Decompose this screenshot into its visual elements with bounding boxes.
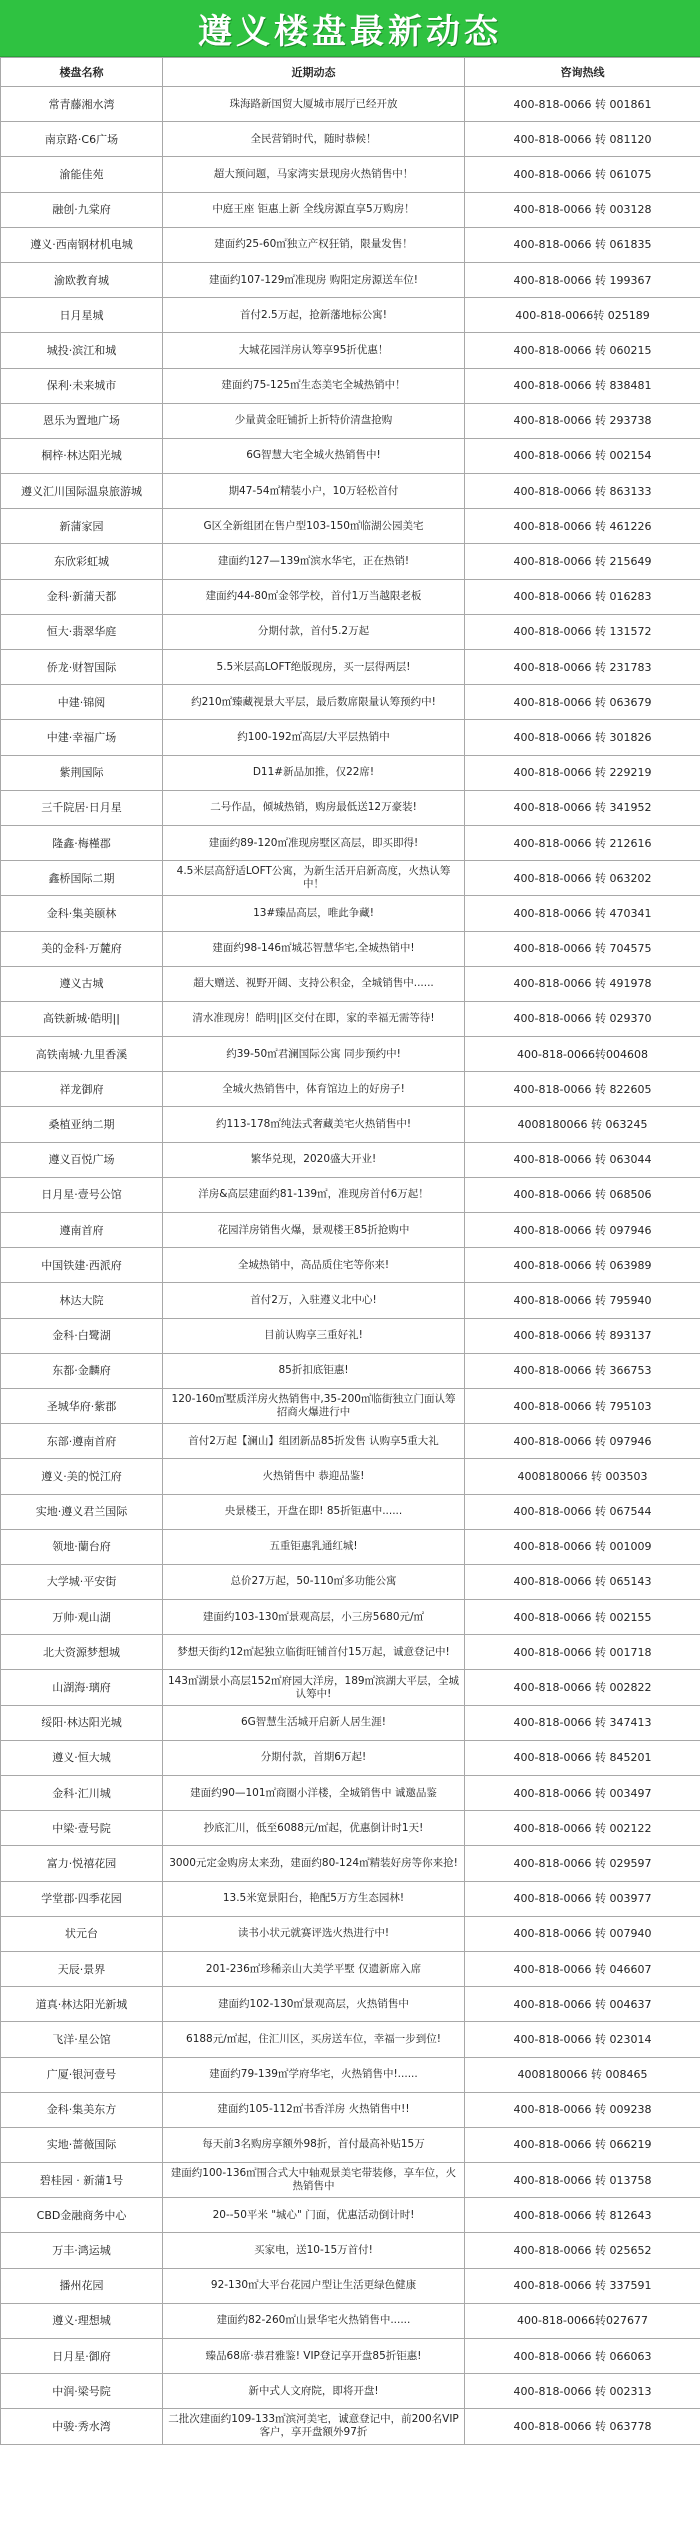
property-name: 紫荆国际 (1, 755, 163, 790)
table-row (1, 1740, 700, 1775)
table-row (1, 2409, 700, 2444)
recent-news: 分期付款，首付5.2万起 (163, 614, 465, 649)
property-name: 领地·蘭台府 (1, 1529, 163, 1564)
hotline: 400-818-0066 转 838481 (465, 368, 700, 403)
property-name: 高铁新城·皓明|| (1, 1001, 163, 1036)
recent-news: 超大预问题，马家湾实景现房火热销售中！ (163, 157, 465, 192)
table-row (1, 790, 700, 825)
hotline: 400-818-0066 转 215649 (465, 544, 700, 579)
recent-news: 建面约107-129㎡准现房 购阳定房源送车位! (163, 262, 465, 297)
property-name: 遵义·恒大城 (1, 1740, 163, 1775)
hotline: 400-818-0066 转 293738 (465, 403, 700, 438)
recent-news: 首付2.5万起，抢新藩地标公寓! (163, 298, 465, 333)
hotline: 400-818-0066 转 822605 (465, 1072, 700, 1107)
table-row (1, 1987, 700, 2022)
property-name: 绥阳·林达阳光城 (1, 1705, 163, 1740)
property-name: 东都·金麟府 (1, 1353, 163, 1388)
property-name: 东欣彩虹城 (1, 544, 163, 579)
property-name: 林达大院 (1, 1283, 163, 1318)
table-row (1, 1318, 700, 1353)
recent-news: 二批次建面约109-133㎡滨河美宅，诚意登记中，前200名VIP客户，享开盘额外97折 (163, 2409, 465, 2444)
recent-news: 85折扣底钜惠! (163, 1353, 465, 1388)
table-row (1, 192, 700, 227)
recent-news: 120-160㎡墅质洋房火热销售中,35-200㎡临街独立门面认筹招商火爆进行中 (163, 1388, 465, 1423)
table-row (1, 1283, 700, 1318)
table-row (1, 1846, 700, 1881)
property-name: 广厦·银河壹号 (1, 2057, 163, 2092)
listing-table (0, 57, 700, 2445)
table-body (1, 87, 700, 2445)
table-row (1, 544, 700, 579)
property-name: 中梁·壹号院 (1, 1811, 163, 1846)
hotline: 400-818-0066 转 212616 (465, 825, 700, 860)
hotline: 4008180066 转 063245 (465, 1107, 700, 1142)
table-row (1, 1564, 700, 1599)
hotline: 400-818-0066 转 063679 (465, 685, 700, 720)
recent-news: 5.5米层高LOFT绝版现房，买一层得两层! (163, 650, 465, 685)
table-row (1, 298, 700, 333)
hotline: 400-818-0066 转 704575 (465, 931, 700, 966)
property-name: 富力·悦禧花园 (1, 1846, 163, 1881)
hotline: 400-818-0066 转 081120 (465, 122, 700, 157)
property-name: 遵义汇川国际温泉旅游城 (1, 474, 163, 509)
property-name: 学堂郡·四季花园 (1, 1881, 163, 1916)
recent-news: 约210㎡臻藏视景大平层，最后数席限量认筹预约中! (163, 685, 465, 720)
header-name: 楼盘名称 (1, 58, 163, 87)
property-name: 桑植亚纳二期 (1, 1107, 163, 1142)
table-row (1, 1881, 700, 1916)
hotline: 400-818-0066 转 002155 (465, 1600, 700, 1635)
property-name: 北大资源梦想城 (1, 1635, 163, 1670)
property-name: 状元台 (1, 1916, 163, 1951)
recent-news: 目前认购享三重好礼! (163, 1318, 465, 1353)
header-news: 近期动态 (163, 58, 465, 87)
property-name: 日月星·壹号公馆 (1, 1177, 163, 1212)
recent-news: 花园洋房销售火爆，景观楼王85折抢购中 (163, 1213, 465, 1248)
table-row (1, 1107, 700, 1142)
table-row (1, 2268, 700, 2303)
hotline: 400-818-0066 转 065143 (465, 1564, 700, 1599)
recent-news: 6G智慧生活城开启新人居生涯! (163, 1705, 465, 1740)
recent-news: 建面约25-60㎡独立产权狂销，限量发售！ (163, 227, 465, 262)
hotline: 400-818-0066 转 029597 (465, 1846, 700, 1881)
table-row (1, 87, 700, 122)
hotline: 400-818-0066 转 002122 (465, 1811, 700, 1846)
property-name: 融创·九棠府 (1, 192, 163, 227)
property-name: 遵义百悦广场 (1, 1142, 163, 1177)
property-name: 遵南首府 (1, 1213, 163, 1248)
hotline: 400-818-0066 转 003977 (465, 1881, 700, 1916)
recent-news: 建面约75-125㎡生态美宅全城热销中！ (163, 368, 465, 403)
recent-news: 首付2万，入驻遵义北中心! (163, 1283, 465, 1318)
table-row (1, 1248, 700, 1283)
hotline: 400-818-0066 转 301826 (465, 720, 700, 755)
property-name: 大学城·平安街 (1, 1564, 163, 1599)
property-name: 三千院居·日月星 (1, 790, 163, 825)
property-name: 美的金科·万麓府 (1, 931, 163, 966)
property-name: 中骏·秀水湾 (1, 2409, 163, 2444)
recent-news: 央景楼王，开盘在即! 85折钜惠中...... (163, 1494, 465, 1529)
recent-news: 6G智慧大宅全城火热销售中! (163, 438, 465, 473)
recent-news: 首付2万起【澜山】组团新品85折发售 认购享5重大礼 (163, 1424, 465, 1459)
hotline: 400-818-0066 转 893137 (465, 1318, 700, 1353)
table-row (1, 685, 700, 720)
table-row (1, 2303, 700, 2338)
hotline: 400-818-0066 转 470341 (465, 896, 700, 931)
hotline: 400-818-0066 转 009238 (465, 2092, 700, 2127)
table-row (1, 1142, 700, 1177)
recent-news: 梦想天街约12㎡起独立临街旺铺首付15万起，诚意登记中! (163, 1635, 465, 1670)
table-row (1, 2198, 700, 2233)
page-title: 遵义楼盘最新动态 (198, 11, 502, 52)
hotline: 400-818-0066 转 199367 (465, 262, 700, 297)
recent-news: 全城热销中，高品质住宅等你来! (163, 1248, 465, 1283)
recent-news: 建面约79-139㎡学府华宅，火热销售中!...... (163, 2057, 465, 2092)
property-name: 日月星·御府 (1, 2339, 163, 2374)
hotline: 400-818-0066 转 347413 (465, 1705, 700, 1740)
recent-news: 少量黄金旺铺折上折特价清盘抢购 (163, 403, 465, 438)
recent-news: 超大赠送、视野开阔、支持公积金，全城销售中...... (163, 966, 465, 1001)
recent-news: 20--50平米 "城心" 门面，优惠活动倒计时! (163, 2198, 465, 2233)
property-name: 新蒲家园 (1, 509, 163, 544)
recent-news: 143㎡湖景小高层152㎡府园大洋房，189㎡滨湖大平层，全城认筹中! (163, 1670, 465, 1705)
header-phone: 咨询热线 (465, 58, 700, 87)
table-row (1, 1670, 700, 1705)
recent-news: 繁华兑现，2020盛大开业! (163, 1142, 465, 1177)
hotline: 400-818-0066 转 016283 (465, 579, 700, 614)
table-row (1, 1494, 700, 1529)
table-row (1, 755, 700, 790)
hotline: 400-818-0066转027677 (465, 2303, 700, 2338)
recent-news: 洋房&高层建面约81-139㎡，准现房首付6万起！ (163, 1177, 465, 1212)
table-row (1, 262, 700, 297)
hotline: 400-818-0066 转 066219 (465, 2127, 700, 2162)
table-row (1, 931, 700, 966)
hotline: 400-818-0066 转 001009 (465, 1529, 700, 1564)
recent-news: 建面约44-80㎡金邻学校，首付1万当越限老板 (163, 579, 465, 614)
table-row (1, 1811, 700, 1846)
recent-news: 期47-54㎡精装小户，10万轻松首付 (163, 474, 465, 509)
hotline: 400-818-0066 转 066063 (465, 2339, 700, 2374)
hotline: 4008180066 转 008465 (465, 2057, 700, 2092)
hotline: 400-818-0066 转 097946 (465, 1213, 700, 1248)
hotline: 400-818-0066 转 812643 (465, 2198, 700, 2233)
property-name: 中建·锦阅 (1, 685, 163, 720)
hotline: 400-818-0066 转 063778 (465, 2409, 700, 2444)
recent-news: 建面约127—139㎡滨水华宅，正在热销! (163, 544, 465, 579)
property-name: 城投·滨江和城 (1, 333, 163, 368)
table-row (1, 1916, 700, 1951)
property-name: 鑫桥国际二期 (1, 861, 163, 896)
recent-news: 4.5米层高舒适LOFT公寓，为新生活开启新高度，火热认筹中！ (163, 861, 465, 896)
property-name: 渝能佳苑 (1, 157, 163, 192)
property-name: 中国铁建·西派府 (1, 1248, 163, 1283)
recent-news: 新中式人文府院，即将开盘! (163, 2374, 465, 2409)
table-row (1, 720, 700, 755)
table-row (1, 1424, 700, 1459)
hotline: 400-818-0066 转 491978 (465, 966, 700, 1001)
hotline: 400-818-0066 转 063044 (465, 1142, 700, 1177)
recent-news: 建面约82-260㎡山景华宅火热销售中...... (163, 2303, 465, 2338)
property-name: 金科·汇川城 (1, 1776, 163, 1811)
table-row (1, 1776, 700, 1811)
hotline: 400-818-0066转 025189 (465, 298, 700, 333)
hotline: 400-818-0066 转 001718 (465, 1635, 700, 1670)
property-name: 遵义·西南钢材机电城 (1, 227, 163, 262)
property-name: 常青藤湘水湾 (1, 87, 163, 122)
table-row (1, 1037, 700, 1072)
table-row (1, 227, 700, 262)
table-row (1, 403, 700, 438)
recent-news: G区全新组团在售户型103-150㎡临湖公园美宅 (163, 509, 465, 544)
recent-news: 读书小状元就赛评选火热进行中! (163, 1916, 465, 1951)
hotline: 400-818-0066 转 131572 (465, 614, 700, 649)
recent-news: 总价27万起，50-110㎡多功能公寓 (163, 1564, 465, 1599)
table-row (1, 614, 700, 649)
table-row (1, 1213, 700, 1248)
table-row (1, 825, 700, 860)
recent-news: 买家电，送10-15万首付! (163, 2233, 465, 2268)
table-row (1, 1459, 700, 1494)
recent-news: 13#臻品高层，唯此争藏! (163, 896, 465, 931)
recent-news: 建面约100-136㎡围合式大中轴观景美宅带装修，享车位，火热销售中 (163, 2163, 465, 2198)
recent-news: 五重钜惠乳通红城! (163, 1529, 465, 1564)
property-name: 道真·林达阳光新城 (1, 1987, 163, 2022)
hotline: 400-818-0066 转 337591 (465, 2268, 700, 2303)
table-row (1, 1353, 700, 1388)
property-name: 中建·幸福广场 (1, 720, 163, 755)
recent-news: 臻品68席·恭君雅鉴! VIP登记享开盘85折钜惠! (163, 2339, 465, 2374)
hotline: 400-818-0066 转 067544 (465, 1494, 700, 1529)
table-row (1, 1635, 700, 1670)
hotline: 400-818-0066 转 007940 (465, 1916, 700, 1951)
recent-news: 每天前3名购房享额外98折，首付最高补贴15万 (163, 2127, 465, 2162)
property-name: 飞洋·星公馆 (1, 2022, 163, 2057)
hotline: 400-818-0066 转 004637 (465, 1987, 700, 2022)
property-name: 桐梓·林达阳光城 (1, 438, 163, 473)
property-name: 金科·白鹭湖 (1, 1318, 163, 1353)
hotline: 400-818-0066 转 003128 (465, 192, 700, 227)
recent-news: 抄底汇川，低至6088元/㎡起，优惠倒计时1天! (163, 1811, 465, 1846)
hotline: 400-818-0066 转 061835 (465, 227, 700, 262)
hotline: 400-818-0066 转 046607 (465, 1951, 700, 1986)
hotline: 400-818-0066 转 001861 (465, 87, 700, 122)
hotline: 400-818-0066 转 002154 (465, 438, 700, 473)
property-name: 祥龙御府 (1, 1072, 163, 1107)
table-row (1, 1529, 700, 1564)
table-row (1, 2163, 700, 2198)
property-name: 播州花园 (1, 2268, 163, 2303)
property-name: 实地·蔷薇国际 (1, 2127, 163, 2162)
property-name: 万丰·鸿运城 (1, 2233, 163, 2268)
property-name: 保利·未来城市 (1, 368, 163, 403)
hotline: 400-818-0066 转 366753 (465, 1353, 700, 1388)
hotline: 400-818-0066 转 002822 (465, 1670, 700, 1705)
hotline: 400-818-0066转004608 (465, 1037, 700, 1072)
hotline: 400-818-0066 转 845201 (465, 1740, 700, 1775)
hotline: 400-818-0066 转 060215 (465, 333, 700, 368)
property-name: 侨龙·财智国际 (1, 650, 163, 685)
table-row (1, 2374, 700, 2409)
recent-news: 建面约102-130㎡景观高层，火热销售中 (163, 1987, 465, 2022)
table-row (1, 650, 700, 685)
table-row (1, 2233, 700, 2268)
table-row (1, 1072, 700, 1107)
table-row (1, 1388, 700, 1423)
table-row (1, 1600, 700, 1635)
property-name: 渝欧教育城 (1, 262, 163, 297)
table-row (1, 157, 700, 192)
recent-news: 201-236㎡珍稀亲山大美学平墅 仅遗新席入席 (163, 1951, 465, 1986)
recent-news: 珠海路新国贸大厦城市展厅已经开放 (163, 87, 465, 122)
table-row (1, 368, 700, 403)
recent-news: 3000元定金购房太来劲，建面约80-124㎡精装好房等你来抢! (163, 1846, 465, 1881)
table-row (1, 122, 700, 157)
hotline: 400-818-0066 转 231783 (465, 650, 700, 685)
property-name: 实地·遵义君兰国际 (1, 1494, 163, 1529)
property-name: 山湖海·璃府 (1, 1670, 163, 1705)
recent-news: 建面约90—101㎡商圈小洋楼，全城销售中 诚邀品鉴 (163, 1776, 465, 1811)
recent-news: 中庭王座 钜惠上新 全线房源直享5万购房！ (163, 192, 465, 227)
table-row (1, 861, 700, 896)
property-name: 天辰·景界 (1, 1951, 163, 1986)
recent-news: 92-130㎡大平台花园户型让生活更绿色健康 (163, 2268, 465, 2303)
table-row (1, 579, 700, 614)
property-name: 东部·遵南首府 (1, 1424, 163, 1459)
table-row (1, 966, 700, 1001)
title-banner (0, 0, 700, 57)
recent-news: 约100-192㎡高层/大平层热销中 (163, 720, 465, 755)
header-row (1, 58, 700, 87)
table-row (1, 1001, 700, 1036)
hotline: 400-818-0066 转 063202 (465, 861, 700, 896)
recent-news: 约39-50㎡君澜国际公寓 同步预约中! (163, 1037, 465, 1072)
hotline: 400-818-0066 转 029370 (465, 1001, 700, 1036)
hotline: 400-818-0066 转 461226 (465, 509, 700, 544)
hotline: 400-818-0066 转 068506 (465, 1177, 700, 1212)
hotline: 400-818-0066 转 023014 (465, 2022, 700, 2057)
recent-news: 分期付款，首期6万起! (163, 1740, 465, 1775)
recent-news: 清水准现房！皓明||区交付在即，家的幸福无需等待! (163, 1001, 465, 1036)
property-name: 恩乐为置地广场 (1, 403, 163, 438)
recent-news: 建面约89-120㎡准现房墅区高层，即买即得! (163, 825, 465, 860)
hotline: 400-818-0066 转 025652 (465, 2233, 700, 2268)
recent-news: 全城火热销售中，体育馆边上的好房子! (163, 1072, 465, 1107)
table-row (1, 1177, 700, 1212)
hotline: 400-818-0066 转 003497 (465, 1776, 700, 1811)
property-name: 万帅·观山湖 (1, 1600, 163, 1635)
table-header (1, 58, 700, 87)
table-row (1, 474, 700, 509)
property-name: 隆鑫·梅槿郡 (1, 825, 163, 860)
hotline: 4008180066 转 003503 (465, 1459, 700, 1494)
table-row (1, 1951, 700, 1986)
recent-news: 13.5米宽景阳台，艳配5万方生态园林! (163, 1881, 465, 1916)
property-name: 遵义·理想城 (1, 2303, 163, 2338)
table-row (1, 2057, 700, 2092)
recent-news: 大城花园洋房认筹享95折优惠！ (163, 333, 465, 368)
recent-news: D11#新品加推，仅22席! (163, 755, 465, 790)
property-name: 金科·集美颐林 (1, 896, 163, 931)
property-name: 金科·新蒲天都 (1, 579, 163, 614)
recent-news: 约113-178㎡纯法式奢藏美宅火热销售中! (163, 1107, 465, 1142)
table-row (1, 896, 700, 931)
hotline: 400-818-0066 转 061075 (465, 157, 700, 192)
property-name: 恒大·翡翠华庭 (1, 614, 163, 649)
property-name: CBD金融商务中心 (1, 2198, 163, 2233)
hotline: 400-818-0066 转 863133 (465, 474, 700, 509)
hotline: 400-818-0066 转 063989 (465, 1248, 700, 1283)
table-row (1, 509, 700, 544)
property-name: 中润·梁号院 (1, 2374, 163, 2409)
hotline: 400-818-0066 转 002313 (465, 2374, 700, 2409)
hotline: 400-818-0066 转 341952 (465, 790, 700, 825)
property-name: 圣城华府·紫郡 (1, 1388, 163, 1423)
table-row (1, 438, 700, 473)
table-row (1, 2339, 700, 2374)
hotline: 400-818-0066 转 229219 (465, 755, 700, 790)
table-row (1, 2022, 700, 2057)
property-name: 遵义古城 (1, 966, 163, 1001)
property-name: 遵义·美的悦江府 (1, 1459, 163, 1494)
property-name: 高铁南城·九里香溪 (1, 1037, 163, 1072)
recent-news: 二号作品，倾城热销，购房最低送12万豪装! (163, 790, 465, 825)
recent-news: 全民营销时代，随时恭候！ (163, 122, 465, 157)
property-name: 碧桂园 · 新蒲1号 (1, 2163, 163, 2198)
hotline: 400-818-0066 转 795940 (465, 1283, 700, 1318)
recent-news: 建面约103-130㎡景观高层，小三房5680元/㎡ (163, 1600, 465, 1635)
recent-news: 火热销售中 恭迎品鉴! (163, 1459, 465, 1494)
table-row (1, 1705, 700, 1740)
recent-news: 建面约98-146㎡城芯智慧华宅,全城热销中! (163, 931, 465, 966)
hotline: 400-818-0066 转 795103 (465, 1388, 700, 1423)
hotline: 400-818-0066 转 013758 (465, 2163, 700, 2198)
property-name: 日月星城 (1, 298, 163, 333)
property-name: 金科·集美东方 (1, 2092, 163, 2127)
table-row (1, 2127, 700, 2162)
table-row (1, 2092, 700, 2127)
property-name: 南京路·C6广场 (1, 122, 163, 157)
table-row (1, 333, 700, 368)
hotline: 400-818-0066 转 097946 (465, 1424, 700, 1459)
recent-news: 6188元/㎡起，住汇川区，买房送车位，幸福一步到位! (163, 2022, 465, 2057)
recent-news: 建面约105-112㎡书香洋房 火热销售中!! (163, 2092, 465, 2127)
